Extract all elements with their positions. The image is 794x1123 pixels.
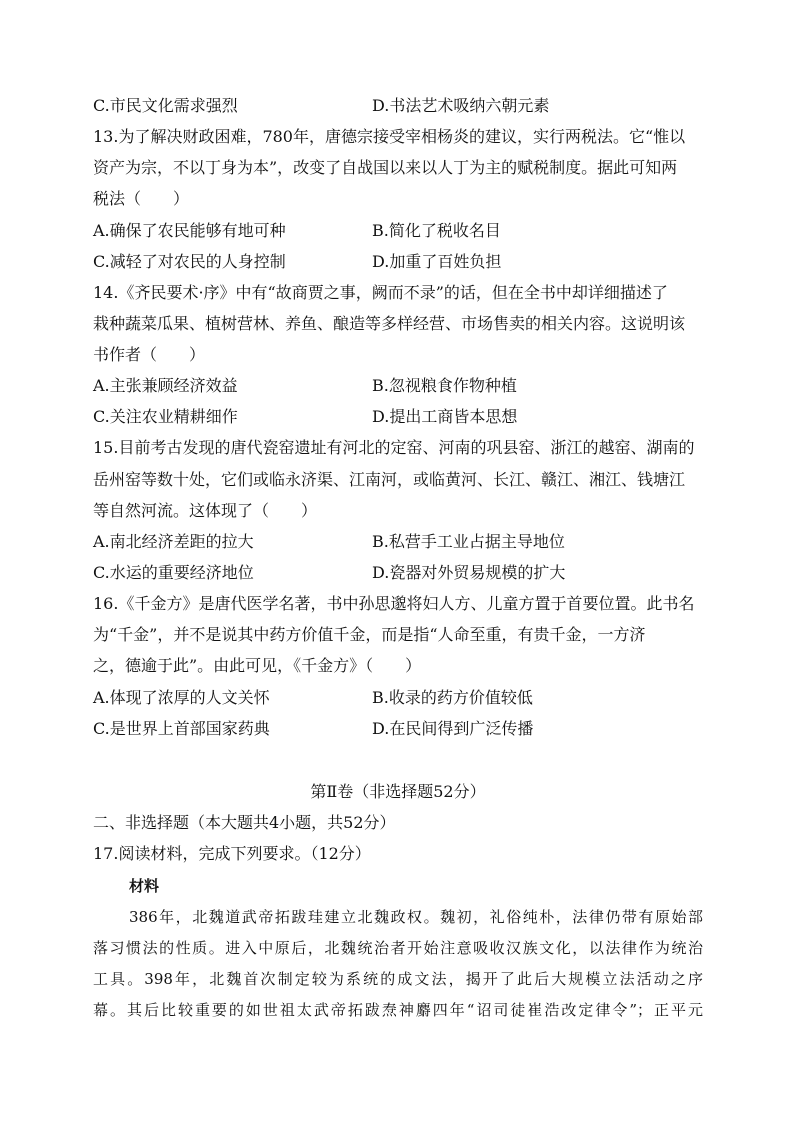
q13-option-a: A.确保了农民能够有地可种 — [93, 221, 286, 240]
q16-stem-line-2: 为“千金”，并不是说其中药方价值千金，而是指“人命至重，有贵千金，一方济 — [93, 625, 646, 644]
q13-option-c: C.减轻了对农民的人身控制 — [93, 252, 286, 271]
q13-stem-line-2: 资产为宗，不以丁身为本”，改变了自战国以来以人丁为主的赋税制度。据此可知两 — [93, 158, 678, 177]
q16-option-b: B.收录的药方价值较低 — [372, 688, 533, 707]
q13-stem-line-1: 13.为了解决财政困难，780年，唐德宗接受宰相杨炎的建议，实行两税法。它“惟以 — [93, 127, 686, 146]
q15-option-a: A.南北经济差距的拉大 — [93, 532, 254, 551]
q14-option-b: B.忽视粮食作物种植 — [372, 376, 517, 395]
q13-stem-line-3: 税法（ ） — [93, 189, 190, 208]
q12-option-c: C.市民文化需求强烈 — [93, 96, 238, 115]
q16-option-c: C.是世界上首部国家药典 — [93, 719, 270, 738]
q17-prompt: 17.阅读材料，完成下列要求。（12分） — [93, 844, 371, 863]
q13-option-b: B.简化了税收名目 — [372, 221, 501, 240]
q14-option-d: D.提出工商皆本思想 — [372, 407, 518, 426]
q15-option-b: B.私营手工业占据主导地位 — [372, 532, 565, 551]
q14-stem-line-2: 栽种蔬菜瓜果、植树营林、养鱼、酿造等多样经营、市场售卖的相关内容。这说明该 — [93, 314, 686, 333]
q15-stem-line-2: 岳州窑等数十处，它们或临永济渠、江南河，或临黄河、长江、赣江、湘江、钱塘江 — [93, 470, 686, 489]
q12-option-d: D.书法艺术吸纳六朝元素 — [372, 96, 550, 115]
q14-option-a: A.主张兼顾经济效益 — [93, 376, 238, 395]
q16-option-d: D.在民间得到广泛传播 — [372, 719, 534, 738]
q16-option-a: A.体现了浓厚的人文关怀 — [93, 688, 270, 707]
material-line-2: 落习惯法的性质。进入中原后，北魏统治者开始注意吸收汉族文化，以法律作为统治 — [93, 939, 703, 957]
q15-stem-line-1: 15.目前考古发现的唐代瓷窑遗址有河北的定窑、河南的巩县窑、浙江的越窑、湖南的 — [93, 438, 695, 457]
section-heading: 二、非选择题（本大题共4小题，共52分） — [93, 813, 396, 832]
q15-stem-line-3: 等自然河流。这体现了（ ） — [93, 501, 318, 520]
q15-option-d: D.瓷器对外贸易规模的扩大 — [372, 563, 566, 582]
part-2-title: 第Ⅱ卷（非选择题52分） — [310, 782, 486, 801]
material-line-3: 工具。398年，北魏首次制定较为系统的成文法，揭开了此后大规模立法活动之序 — [93, 970, 703, 988]
q15-option-c: C.水运的重要经济地位 — [93, 563, 254, 582]
q14-stem-line-1: 14.《齐民要术·序》中有“故商贾之事，阙而不录”的话，但在全书中却详细描述了 — [93, 283, 668, 302]
q14-stem-line-3: 书作者（ ） — [93, 345, 206, 364]
q14-option-c: C.关注农业精耕细作 — [93, 407, 238, 426]
q16-stem-line-1: 16.《千金方》是唐代医学名著，书中孙思邈将妇人方、儿童方置于首要位置。此书名 — [93, 594, 695, 613]
material-line-4: 幕。其后比较重要的如世祖太武帝拓跋焘神麝四年“诏司徒崔浩改定律令”；正平元 — [93, 1001, 703, 1019]
q16-stem-line-3: 之，德逾于此”。由此可见，《千金方》（ ） — [93, 656, 422, 675]
material-label: 材料 — [129, 877, 160, 895]
material-line-1: 386年，北魏道武帝拓跋珪建立北魏政权。魏初，礼俗纯朴，法律仍带有原始部 — [129, 908, 703, 926]
q13-option-d: D.加重了百姓负担 — [372, 252, 502, 271]
